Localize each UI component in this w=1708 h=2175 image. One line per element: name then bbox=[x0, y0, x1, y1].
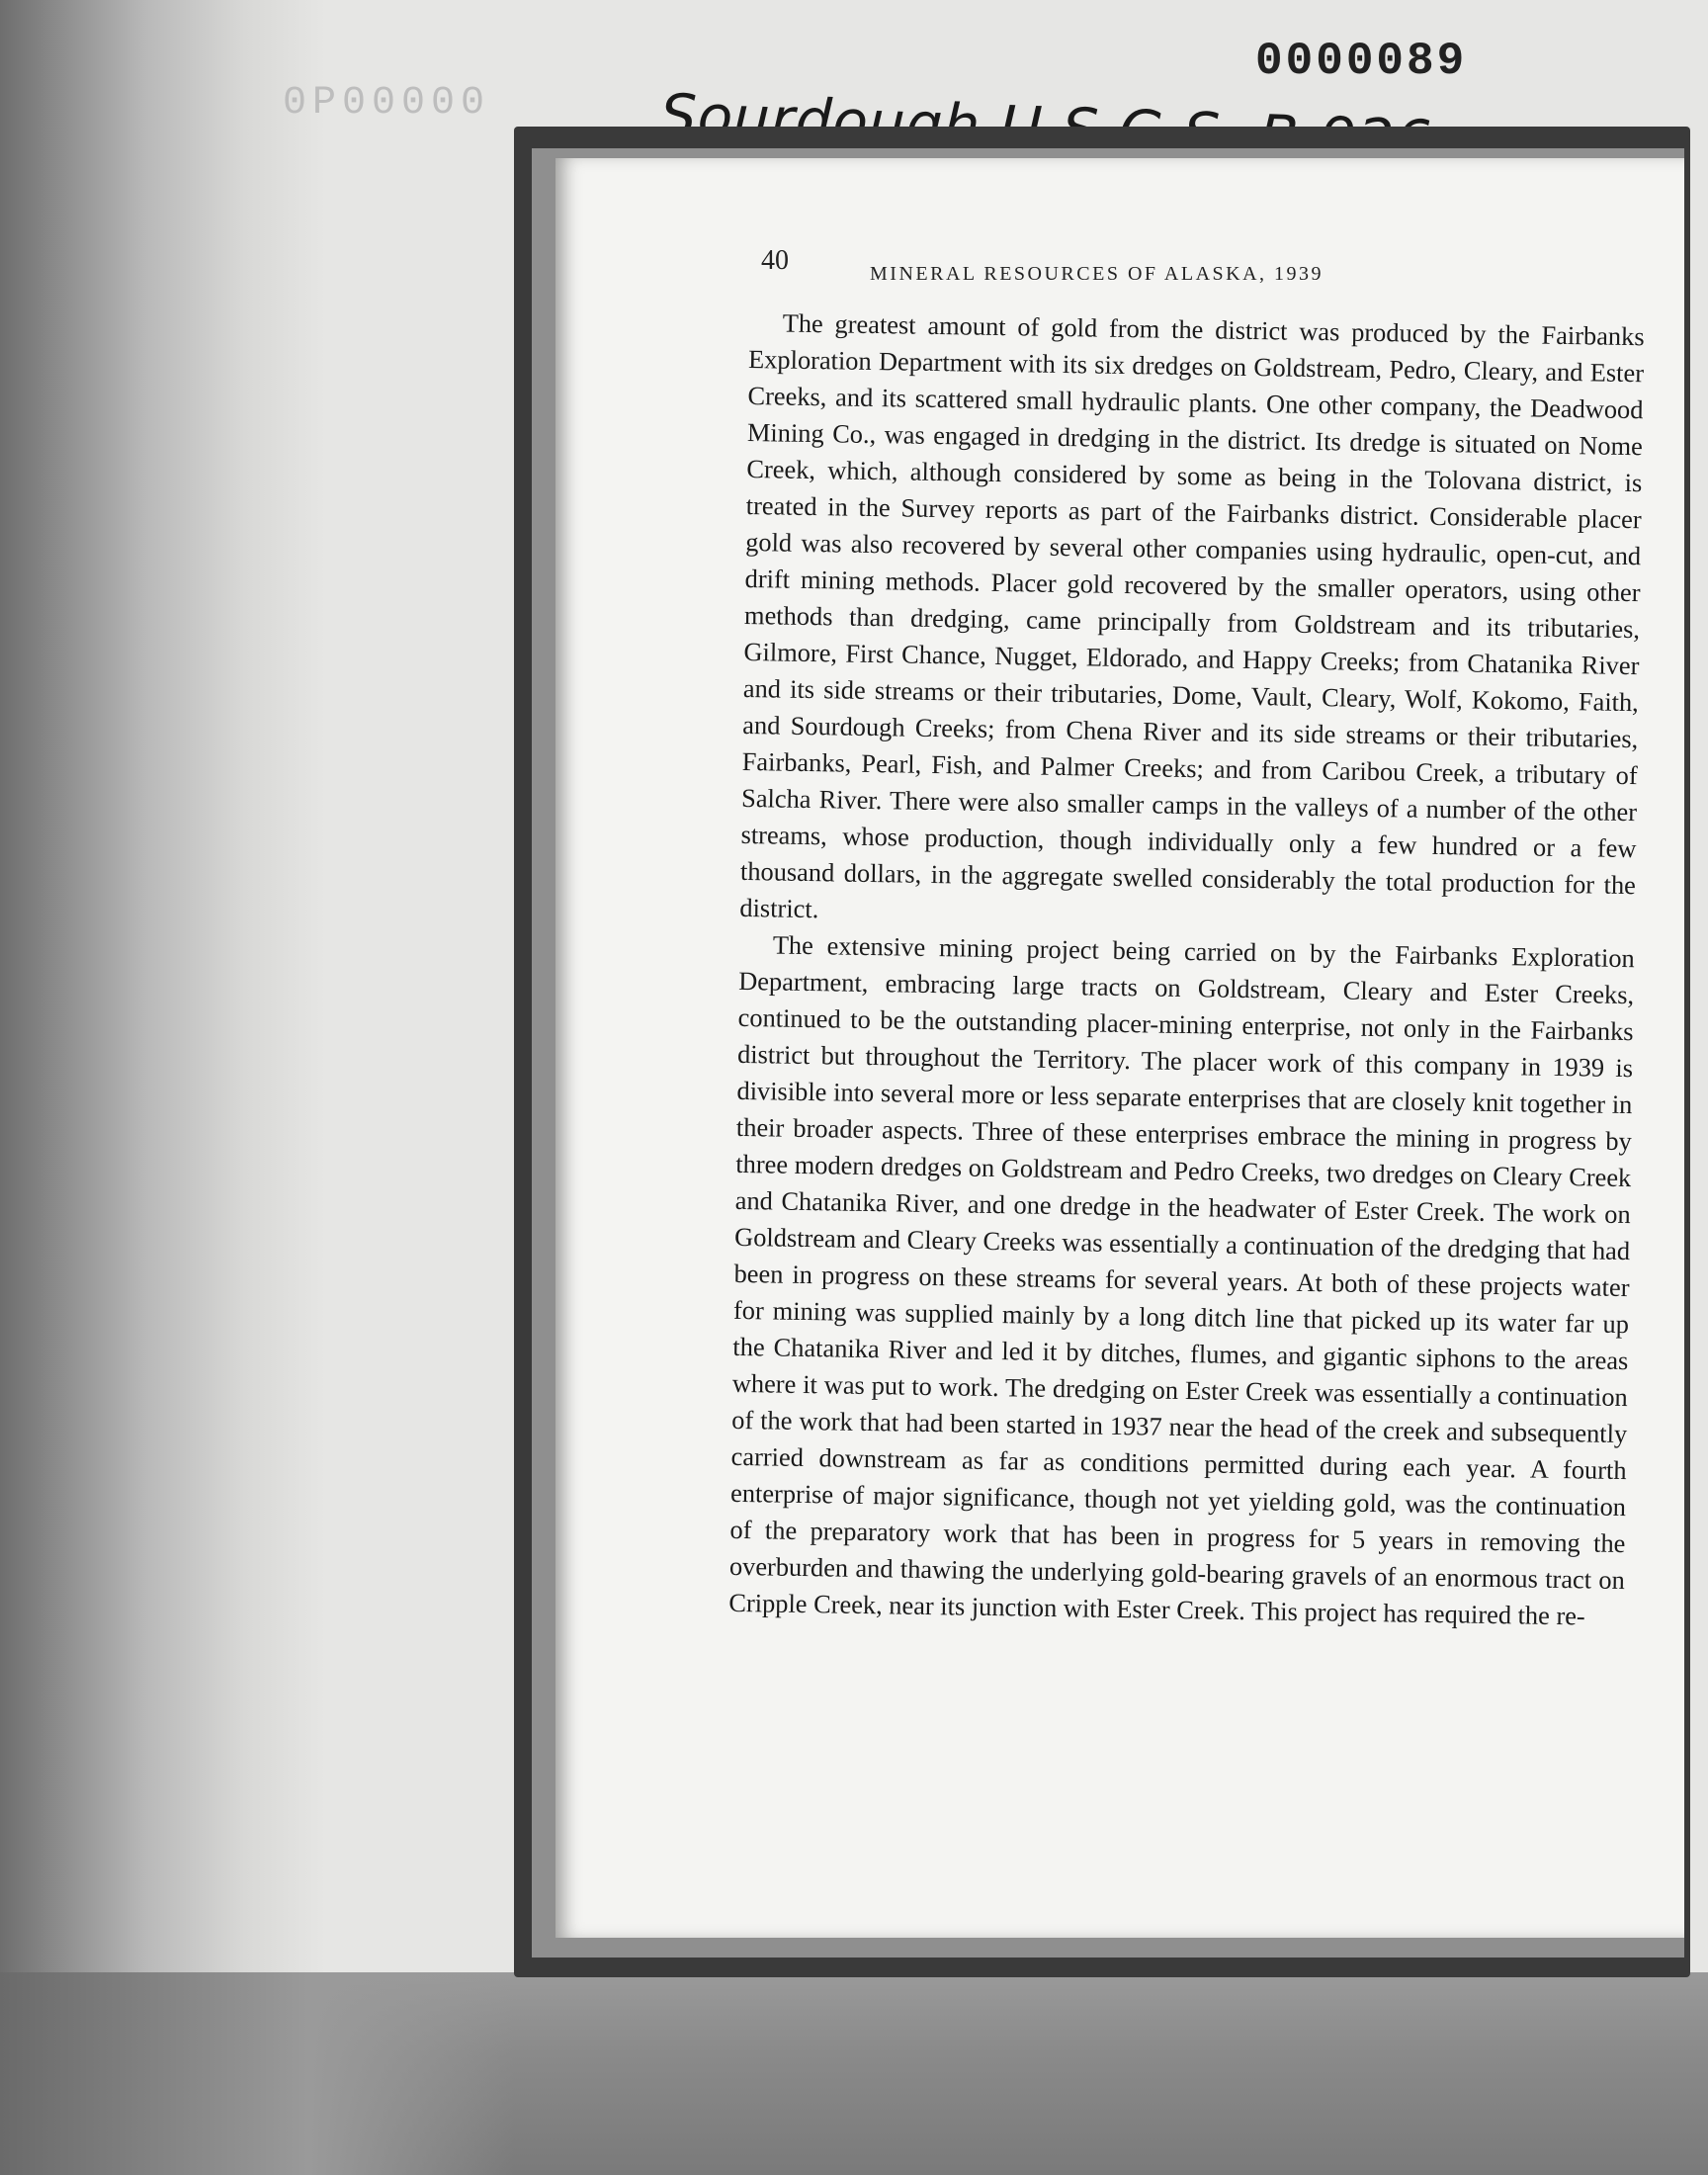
page-number: 40 bbox=[761, 245, 789, 276]
running-head: MINERAL RESOURCES OF ALASKA, 1939 bbox=[870, 263, 1324, 285]
scan-left-shadow bbox=[0, 0, 326, 2175]
body-text bbox=[728, 304, 1645, 1635]
paragraph-1: The greatest amount of gold from the district was produced by the Fairbanks Exploration Department with its six dredges on Goldstream, Pedro, Cleary, and Ester Creeks, and its scattered small hydraulic plants. One other company, the Deadwood Mining Co., was engaged in dredging in the district. Its dredge is situated on Nome Creek, which, although considered by some as being in the Tolovana district, is treated in the Survey reports as part of the Fairbanks district. Considerable placer gold was also recovered by several other companies using hydraulic, open-cut, and drift mining methods. Placer gold recovered by the smaller operators, using other methods than dredging, came principally from Goldstream and its tributaries, Gilmore, First Chance, Nugget, Eldorado, and Happy Creeks; from Chatanika River and its side streams or their tributaries, Dome, Vault, Cleary, Wolf, Kokomo, Faith, and Sourdough Creeks; from Chena River and its side streams or their tributaries, Fairbanks, Pearl, Fish, and Palmer Creeks; and from Caribou Creek, a tributary of Salcha River. There were also smaller camps in the valleys of a number of the other streams, whose production, though individually only a few hundred or a few thousand dollars, in the aggregate swelled considerably the total production for the district. bbox=[739, 307, 1645, 924]
stamp-number: 0000089 bbox=[1255, 36, 1468, 87]
scan-bottom-shadow-left bbox=[0, 1972, 514, 2175]
paragraph-2: The extensive mining project being carried on by the Fairbanks Exploration Department, embracing large tracts on Goldstream, Cleary and Ester Creeks, continued to be the outstanding placer-mining enterprise, not only in the Fairbanks district but throughout the Territory. The placer work of this company in 1939 is divisible into several more or less separate enterprises that are closely knit together in their broader aspects. Three of these enterprises embrace the mining in progress by three modern dredges on Goldstream and Pedro Creeks, two dredges on Cleary Creek and Chatanika River, and one dredge in the headwater of Ester Creek. The work on Goldstream and Cleary Creeks was essentially a continuation of the dredging that had been in progress on these streams for several years. At both of these projects water for mining was supplied mainly by a long ditch line that picked up its water far up the Chatanika River and led it by ditches, flumes, and gigantic siphons to the areas where it was put to work. The dredging on Ester Creek was essentially a continuation of the work that had been started in 1937 near the head of the creek and subsequently carried downstream as far as conditions permitted during each year. A fourth enterprise of major significance, though not yet yielding gold, was the continuation of the preparatory work that has been in progress for 5 years in removing the overburden and thawing the underlying gold-bearing gravels of an enormous tract on Cripple Creek, near its junction with Ester Creek. This project has required the re- bbox=[728, 929, 1635, 1631]
ghost-scan-number: 0P00000 bbox=[283, 81, 491, 126]
